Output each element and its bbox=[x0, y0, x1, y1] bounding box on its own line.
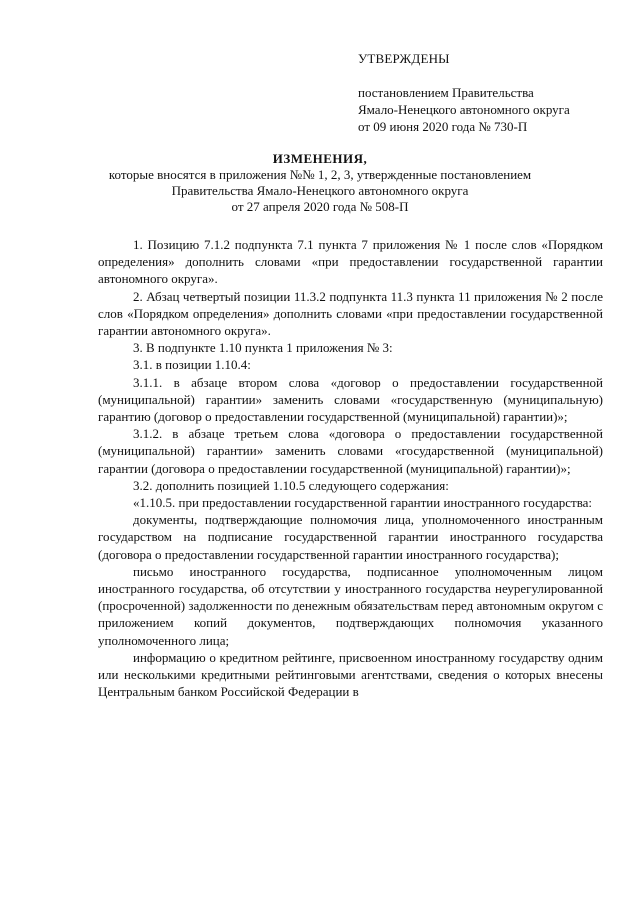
paragraph: письмо иностранного государства, подписанное уполномоченным лицом иностранного государства, об отсутствии у иностранного государства неурегулированной (просроченной) задолженности по денежным обязательствам перед автономным округом с приложением копий документов, подтверждающих полномочия указанного уполномоченного лица; bbox=[98, 563, 603, 648]
paragraph: 3.1.2. в абзаце третьем слова «договора о предоставлении государственной (муниципальной) гарантии» заменить словами «государственной (муниципальной) гарантии (договора о предоставлении государственной (муниципальной) гарантии)»; bbox=[98, 426, 603, 476]
approval-block bbox=[358, 50, 628, 135]
paragraph: 3.1.1. в абзаце втором слова «договор о предоставлении государственной (муниципальной) гарантии» заменить словами «государственную (муниципальную) гарантию (договор о предоставлении государственной (муниципальной) гарантии)»; bbox=[98, 374, 603, 425]
approval-line: от 09 июня 2020 года № 730-П bbox=[358, 119, 528, 134]
title-heading: ИЗМЕНЕНИЯ, bbox=[272, 151, 368, 166]
paragraph: информацию о кредитном рейтинге, присвоенном иностранному государству одним или несколькими кредитными рейтинговыми агентствами, сведения о которых внесены Центральным банком Российской Федерации в bbox=[98, 649, 603, 700]
paragraph: документы, подтверждающие полномочия лица, уполномоченного иностранным государством на подписание государственной гарантии иностранного государства (договора о предоставлении государственной гарантии иностранного государства); bbox=[98, 512, 603, 562]
approval-line: Ямало-Ненецкого автономного округа bbox=[358, 102, 570, 117]
title-line: Правительства Ямало-Ненецкого автономного округа bbox=[171, 183, 469, 198]
paragraph: 3.1. в позиции 1.10.4: bbox=[133, 357, 251, 373]
title-line: от 27 апреля 2020 года № 508-П bbox=[231, 199, 409, 214]
approval-line: постановлением Правительства bbox=[358, 85, 534, 100]
document-title bbox=[60, 151, 580, 215]
paragraph: 3. В подпункте 1.10 пункта 1 приложения № 3: bbox=[133, 340, 393, 356]
paragraph: «1.10.5. при предоставлении государственной гарантии иностранного государства: bbox=[133, 495, 593, 511]
document-body bbox=[98, 236, 603, 700]
title-line: которые вносятся в приложения №№ 1, 2, 3, утвержденные постановлением bbox=[108, 167, 532, 182]
paragraph: 1. Позицию 7.1.2 подпункта 7.1 пункта 7 приложения № 1 после слов «Порядком определения» дополнить словами «при предоставлении государственной гарантии автономного округа». bbox=[98, 237, 603, 287]
approval-heading: УТВЕРЖДЕНЫ bbox=[358, 51, 450, 66]
paragraph: 3.2. дополнить позицией 1.10.5 следующего содержания: bbox=[133, 477, 449, 493]
paragraph: 2. Абзац четвертый позиции 11.3.2 подпункта 11.3 пункта 11 приложения № 2 после слов «Порядком определения» дополнить словами «при предоставлении государственной гарантии автономного округа». bbox=[98, 288, 603, 339]
